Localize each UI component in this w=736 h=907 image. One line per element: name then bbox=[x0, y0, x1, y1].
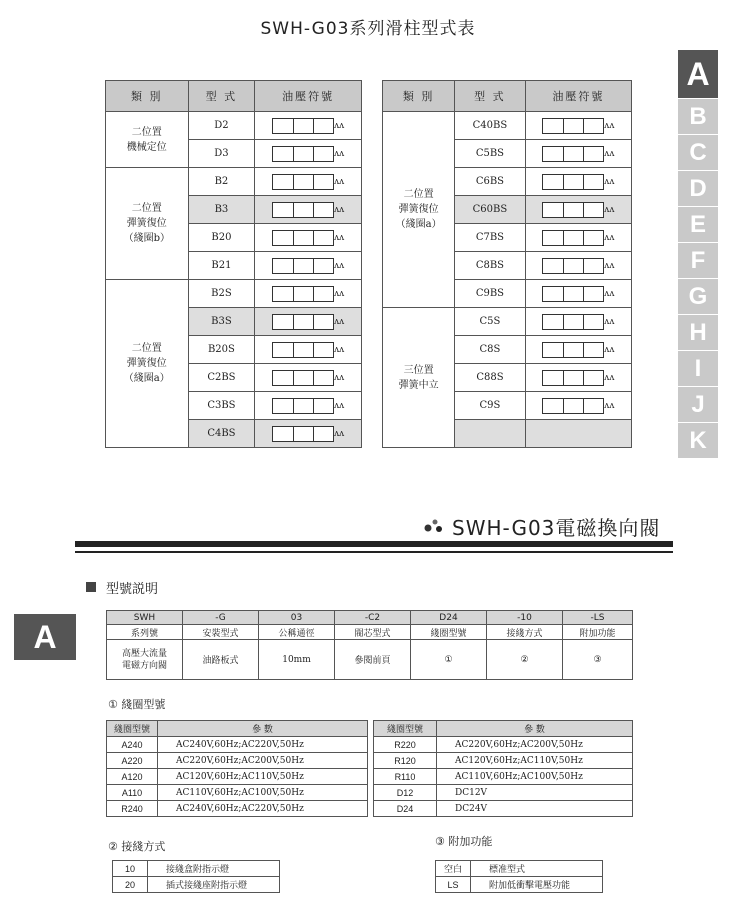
name-row bbox=[107, 625, 633, 640]
name-cell: 接綫方式 bbox=[487, 625, 563, 640]
category-cell: 二位置 彈簧復位 （綫圈a） bbox=[383, 112, 455, 308]
type-cell: C4BS bbox=[188, 420, 255, 448]
wiring-table bbox=[112, 860, 280, 893]
spring-icon: ʌʌ bbox=[334, 232, 345, 243]
code-cell: -LS bbox=[563, 611, 633, 625]
spring-icon: ʌʌ bbox=[334, 288, 345, 299]
divider bbox=[75, 551, 673, 553]
valve-symbol-icon bbox=[272, 174, 334, 190]
tab-i[interactable]: I bbox=[678, 351, 718, 386]
valve-symbol-icon bbox=[542, 314, 604, 330]
value-cell: 高壓大流量 電磁方向閥 bbox=[107, 640, 183, 680]
table-row bbox=[113, 877, 280, 893]
type-cell: C8S bbox=[455, 336, 525, 364]
code-cell: A110 bbox=[107, 785, 158, 801]
tab-f[interactable]: F bbox=[678, 243, 718, 278]
name-cell: 系列號 bbox=[107, 625, 183, 640]
spring-icon: ʌʌ bbox=[604, 120, 615, 131]
param-cell: 標准型式 bbox=[471, 861, 603, 877]
code-cell: D24 bbox=[374, 801, 437, 817]
spring-icon: ʌʌ bbox=[604, 344, 615, 355]
type-row bbox=[383, 112, 632, 140]
valve-symbol-icon bbox=[542, 286, 604, 302]
type-cell: C5S bbox=[455, 308, 525, 336]
coil-header: 參 數 bbox=[437, 721, 633, 737]
spring-icon: ʌʌ bbox=[604, 148, 615, 159]
spring-icon: ʌʌ bbox=[334, 372, 345, 383]
square-bullet-icon bbox=[86, 582, 96, 592]
type-cell: B3S bbox=[188, 308, 255, 336]
table-row bbox=[107, 769, 368, 785]
code-cell: LS bbox=[436, 877, 471, 893]
name-cell: 附加功能 bbox=[563, 625, 633, 640]
valve-symbol-icon bbox=[542, 118, 604, 134]
code-cell: A220 bbox=[107, 753, 158, 769]
header-type: 型 式 bbox=[455, 81, 525, 112]
code-cell: 10 bbox=[113, 861, 148, 877]
type-cell: C88S bbox=[455, 364, 525, 392]
hydraulic-symbol bbox=[525, 364, 631, 392]
header-category: 類 別 bbox=[106, 81, 189, 112]
value-cell: 參閱前頁 bbox=[335, 640, 411, 680]
value-cell: ② bbox=[487, 640, 563, 680]
type-cell: C9BS bbox=[455, 280, 525, 308]
hydraulic-symbol bbox=[255, 252, 362, 280]
valve-symbol-icon bbox=[272, 342, 334, 358]
valve-symbol-icon bbox=[272, 426, 334, 442]
hydraulic-symbol bbox=[255, 112, 362, 140]
table-row bbox=[107, 785, 368, 801]
extra-table bbox=[435, 860, 603, 893]
code-cell: -G bbox=[183, 611, 259, 625]
hydraulic-symbol bbox=[255, 196, 362, 224]
code-cell: 20 bbox=[113, 877, 148, 893]
type-cell: C8BS bbox=[455, 252, 525, 280]
valve-symbol-icon bbox=[272, 202, 334, 218]
tab-h[interactable]: H bbox=[678, 315, 718, 350]
section-title: SWH-G03電磁換向閥 bbox=[452, 516, 661, 540]
table-row bbox=[107, 801, 368, 817]
spring-icon: ʌʌ bbox=[604, 232, 615, 243]
code-cell: -10 bbox=[487, 611, 563, 625]
table-row bbox=[374, 753, 633, 769]
name-cell: 閥芯型式 bbox=[335, 625, 411, 640]
spring-icon: ʌʌ bbox=[334, 428, 345, 439]
valve-symbol-icon bbox=[272, 118, 334, 134]
code-cell: SWH bbox=[107, 611, 183, 625]
hydraulic-symbol bbox=[255, 392, 362, 420]
tab-a[interactable]: A bbox=[678, 50, 718, 98]
model-heading: 型號説明 bbox=[106, 582, 159, 597]
code-cell: 03 bbox=[259, 611, 335, 625]
hydraulic-symbol bbox=[525, 392, 631, 420]
spring-icon: ʌʌ bbox=[334, 344, 345, 355]
param-cell: DC12V bbox=[437, 785, 633, 801]
type-cell: B20S bbox=[188, 336, 255, 364]
hydraulic-symbol bbox=[255, 336, 362, 364]
param-cell: AC110V,60Hz;AC100V,50Hz bbox=[158, 785, 368, 801]
code-cell: R110 bbox=[374, 769, 437, 785]
valve-symbol-icon bbox=[542, 230, 604, 246]
type-cell: C3BS bbox=[188, 392, 255, 420]
table-row bbox=[374, 737, 633, 753]
code-cell: D12 bbox=[374, 785, 437, 801]
param-cell: DC24V bbox=[437, 801, 633, 817]
spring-icon: ʌʌ bbox=[334, 400, 345, 411]
type-cell: B21 bbox=[188, 252, 255, 280]
table-row bbox=[374, 785, 633, 801]
type-cell: C5BS bbox=[455, 140, 525, 168]
hydraulic-symbol bbox=[525, 168, 631, 196]
hydraulic-symbol bbox=[525, 112, 631, 140]
hydraulic-symbol bbox=[525, 252, 631, 280]
code-cell: R220 bbox=[374, 737, 437, 753]
type-cell: C6BS bbox=[455, 168, 525, 196]
type-cell: C60BS bbox=[455, 196, 525, 224]
spring-icon: ʌʌ bbox=[604, 372, 615, 383]
type-row bbox=[106, 112, 362, 140]
hydraulic-symbol bbox=[255, 280, 362, 308]
name-cell: 綫圈型號 bbox=[411, 625, 487, 640]
param-cell: AC120V,60Hz;AC110V,50Hz bbox=[158, 769, 368, 785]
valve-symbol-icon bbox=[542, 202, 604, 218]
type-table-left bbox=[105, 80, 362, 448]
hydraulic-symbol bbox=[525, 308, 631, 336]
valve-symbol-icon bbox=[272, 146, 334, 162]
table-row bbox=[436, 861, 603, 877]
hydraulic-symbol bbox=[525, 280, 631, 308]
header-symbol: 油壓符號 bbox=[255, 81, 362, 112]
param-cell: 插式接綫座附指示燈 bbox=[148, 877, 280, 893]
valve-symbol-icon bbox=[272, 398, 334, 414]
code-cell: A240 bbox=[107, 737, 158, 753]
hydraulic-symbol bbox=[525, 196, 631, 224]
type-cell bbox=[455, 420, 525, 448]
valve-symbol-icon bbox=[272, 230, 334, 246]
spring-icon: ʌʌ bbox=[334, 204, 345, 215]
type-cell: D3 bbox=[188, 140, 255, 168]
hydraulic-symbol bbox=[255, 364, 362, 392]
name-cell: 公稱通徑 bbox=[259, 625, 335, 640]
hydraulic-symbol bbox=[255, 308, 362, 336]
coil-header: 參 數 bbox=[158, 721, 368, 737]
type-cell: B3 bbox=[188, 196, 255, 224]
tab-e[interactable]: E bbox=[678, 207, 718, 242]
page-title: SWH-G03系列滑柱型式表 bbox=[260, 19, 476, 39]
spring-icon: ʌʌ bbox=[604, 260, 615, 271]
table-row bbox=[107, 753, 368, 769]
valve-symbol-icon bbox=[542, 146, 604, 162]
category-cell: 二位置 機械定位 bbox=[106, 112, 189, 168]
chapter-badge: A bbox=[14, 614, 76, 660]
extra-heading: ③ 附加功能 bbox=[435, 835, 493, 848]
spring-icon: ʌʌ bbox=[334, 148, 345, 159]
hydraulic-symbol bbox=[255, 140, 362, 168]
type-table-right bbox=[382, 80, 632, 448]
valve-symbol-icon bbox=[272, 314, 334, 330]
type-cell: C2BS bbox=[188, 364, 255, 392]
param-cell: 附加低衝擊電壓功能 bbox=[471, 877, 603, 893]
tab-d[interactable]: D bbox=[678, 171, 718, 206]
code-cell: D24 bbox=[411, 611, 487, 625]
hydraulic-symbol bbox=[525, 420, 631, 448]
code-cell: 空白 bbox=[436, 861, 471, 877]
code-cell: R120 bbox=[374, 753, 437, 769]
dots-icon bbox=[424, 518, 444, 532]
valve-symbol-icon bbox=[542, 370, 604, 386]
table-row bbox=[374, 801, 633, 817]
spring-icon: ʌʌ bbox=[604, 316, 615, 327]
spring-icon: ʌʌ bbox=[334, 316, 345, 327]
type-cell: C7BS bbox=[455, 224, 525, 252]
table-row bbox=[113, 861, 280, 877]
table-row bbox=[107, 737, 368, 753]
tab-j[interactable]: J bbox=[678, 387, 718, 422]
code-row bbox=[107, 611, 633, 625]
hydraulic-symbol bbox=[255, 420, 362, 448]
hydraulic-symbol bbox=[255, 224, 362, 252]
coil-header: 綫圈型號 bbox=[374, 721, 437, 737]
coil-heading: ① 綫圈型號 bbox=[108, 698, 166, 711]
spring-icon: ʌʌ bbox=[334, 176, 345, 187]
header-type: 型 式 bbox=[188, 81, 255, 112]
table-row bbox=[374, 769, 633, 785]
spring-icon: ʌʌ bbox=[334, 260, 345, 271]
header-symbol: 油壓符號 bbox=[525, 81, 631, 112]
spring-icon: ʌʌ bbox=[604, 400, 615, 411]
category-cell: 三位置 彈簧中立 bbox=[383, 308, 455, 448]
divider bbox=[75, 541, 673, 547]
code-cell: A120 bbox=[107, 769, 158, 785]
value-cell: ① bbox=[411, 640, 487, 680]
spring-icon: ʌʌ bbox=[334, 120, 345, 131]
header-category: 類 別 bbox=[383, 81, 455, 112]
param-cell: AC220V,60Hz;AC200V,50Hz bbox=[437, 737, 633, 753]
value-row bbox=[107, 640, 633, 680]
spring-icon: ʌʌ bbox=[604, 204, 615, 215]
model-table bbox=[106, 610, 633, 680]
value-cell: ③ bbox=[563, 640, 633, 680]
value-cell: 10mm bbox=[259, 640, 335, 680]
type-row bbox=[106, 280, 362, 308]
valve-symbol-icon bbox=[272, 258, 334, 274]
param-cell: AC110V,60Hz;AC100V,50Hz bbox=[437, 769, 633, 785]
spring-icon: ʌʌ bbox=[604, 176, 615, 187]
coil-header: 綫圈型號 bbox=[107, 721, 158, 737]
param-cell: AC120V,60Hz;AC110V,50Hz bbox=[437, 753, 633, 769]
tab-g[interactable]: G bbox=[678, 279, 718, 314]
param-cell: 接綫盒附指示燈 bbox=[148, 861, 280, 877]
tab-b[interactable]: B bbox=[678, 99, 718, 134]
type-cell: B2S bbox=[188, 280, 255, 308]
code-cell: R240 bbox=[107, 801, 158, 817]
category-cell: 二位置 彈簧復位 （綫圈b） bbox=[106, 168, 189, 280]
value-cell: 油路板式 bbox=[183, 640, 259, 680]
param-cell: AC240V,60Hz;AC220V,50Hz bbox=[158, 801, 368, 817]
type-cell: C40BS bbox=[455, 112, 525, 140]
param-cell: AC220V,60Hz;AC200V,50Hz bbox=[158, 753, 368, 769]
tab-c[interactable]: C bbox=[678, 135, 718, 170]
code-cell: -C2 bbox=[335, 611, 411, 625]
valve-symbol-icon bbox=[272, 286, 334, 302]
tab-k[interactable]: K bbox=[678, 423, 718, 458]
type-row bbox=[106, 168, 362, 196]
type-cell: B20 bbox=[188, 224, 255, 252]
type-cell: B2 bbox=[188, 168, 255, 196]
table-row bbox=[436, 877, 603, 893]
wiring-heading: ② 接綫方式 bbox=[108, 840, 166, 853]
param-cell: AC240V,60Hz;AC220V,50Hz bbox=[158, 737, 368, 753]
hydraulic-symbol bbox=[255, 168, 362, 196]
hydraulic-symbol bbox=[525, 224, 631, 252]
hydraulic-symbol bbox=[525, 140, 631, 168]
coil-table-right bbox=[373, 720, 633, 817]
hydraulic-symbol bbox=[525, 336, 631, 364]
type-cell: C9S bbox=[455, 392, 525, 420]
valve-symbol-icon bbox=[542, 174, 604, 190]
section-tabs bbox=[678, 50, 718, 459]
spring-icon: ʌʌ bbox=[604, 288, 615, 299]
type-row bbox=[383, 308, 632, 336]
valve-symbol-icon bbox=[542, 342, 604, 358]
valve-symbol-icon bbox=[542, 258, 604, 274]
valve-symbol-icon bbox=[272, 370, 334, 386]
coil-table-left bbox=[106, 720, 368, 817]
type-cell: D2 bbox=[188, 112, 255, 140]
category-cell: 二位置 彈簧復位 （綫圈a） bbox=[106, 280, 189, 448]
name-cell: 安裝型式 bbox=[183, 625, 259, 640]
valve-symbol-icon bbox=[542, 398, 604, 414]
